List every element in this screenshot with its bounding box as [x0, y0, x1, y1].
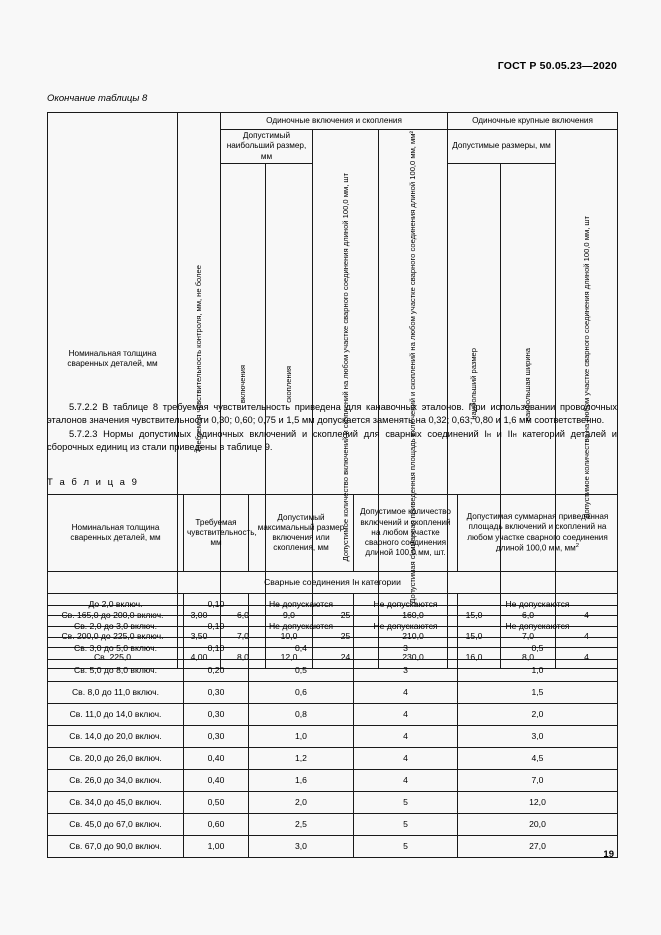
vertical-text-wrap [558, 216, 615, 519]
table8-caption: Окончание таблицы 8 [47, 93, 148, 104]
cell-count: 5 [354, 792, 458, 814]
table9-section-title: Сварные соединения Iн категории [48, 572, 618, 594]
cell-count: 25 [313, 626, 379, 647]
cell-count: 3 [354, 638, 458, 660]
cell-sensitivity: 0,40 [184, 748, 249, 770]
table-row [48, 836, 618, 858]
cell-count: 4 [354, 704, 458, 726]
cell-max-size: 0,5 [249, 660, 354, 682]
table8-head-sensitivity-text: Требуемая чувствительность контроля, мм, не более [194, 264, 204, 453]
cell-thickness: Св. 34,0 до 45,0 включ. [48, 792, 184, 814]
table-row [48, 616, 618, 638]
cell-sensitivity: 0,20 [184, 660, 249, 682]
paragraph-5-7-2-2: 5.7.2.2 В таблице 8 требуемая чувствительность приведена для канавочных эталонов. При использовании проволочных эталонов значения чувствительности 0,30; 0,60; 0,75 и 1,5 мм допускается заменять на 0,32; 0,63; 0,80 и 1,6 мм соответственно. [47, 402, 617, 426]
cell-thickness: Св. 200,0 до 225,0 включ. [48, 626, 178, 647]
table9-head-thickness: Номинальная толщина сваренных деталей, мм [48, 495, 184, 572]
category-subscript-1: н [486, 430, 491, 439]
cell-sensitivity: 0,50 [184, 792, 249, 814]
table8-sub-largest-width-text: наибольшая ширина [523, 347, 533, 421]
cell-clusters: 12,0 [266, 647, 313, 668]
table-row [48, 770, 618, 792]
cell-large-size: 16,0 [448, 647, 501, 668]
cell-area: 3,0 [458, 726, 618, 748]
table8-head-thickness: Номинальная толщина сваренных деталей, мм [48, 113, 178, 606]
cell-max-size: 3,0 [249, 836, 354, 858]
cell-inclusions: 8,0 [221, 647, 266, 668]
cell-large-width: 8,0 [501, 647, 556, 668]
cell-large-size: 15,0 [448, 626, 501, 647]
paragraph-part-b: и II [490, 429, 513, 439]
cell-max-size: 1,0 [249, 726, 354, 748]
cell-sensitivity: 3,50 [178, 626, 221, 647]
table-row [48, 682, 618, 704]
table8-head-count-text: Допустимое количество включений и скоплений на любом участке сварного соединения длиной 100,0 мм, шт [340, 173, 350, 562]
table9-caption: Т а б л и ц а 9 [47, 477, 139, 488]
cell-clusters: 10,0 [266, 626, 313, 647]
cell-sensitivity: 0,10 [184, 638, 249, 660]
page-number: 19 [603, 849, 614, 860]
cell-clusters: 9,0 [266, 605, 313, 626]
table9-head-maxsize: Допустимый максимальный размер включения или скопления, мм [249, 495, 354, 572]
cell-area: 27,0 [458, 836, 618, 858]
cell-area: 4,5 [458, 748, 618, 770]
cell-thickness: Св. 11,0 до 14,0 включ. [48, 704, 184, 726]
table-row [48, 814, 618, 836]
table-9 [47, 494, 618, 858]
cell-sensitivity: 0,30 [184, 704, 249, 726]
cell-max-size: 0,6 [249, 682, 354, 704]
table8-sub-maxsize: Допустимый наибольший размер, мм [221, 130, 313, 164]
cell-sensitivity: 0,30 [184, 682, 249, 704]
cell-large-count: 4 [556, 647, 618, 668]
cell-sensitivity: 0,60 [184, 814, 249, 836]
table9-section-row [48, 572, 618, 594]
cell-area: 210,0 [379, 626, 448, 647]
cell-sensitivity: 1,00 [184, 836, 249, 858]
cell-max-size: 0,4 [249, 638, 354, 660]
table8-header-row-1 [48, 113, 618, 130]
paragraph-part-a: 5.7.2.3 Нормы допустимых одиночных включений и скоплений для сварных соединений I [69, 429, 487, 439]
cell-count: 4 [354, 726, 458, 748]
cell-count: 5 [354, 836, 458, 858]
table8-sub-clusters-text: скопления [284, 365, 294, 403]
cell-large-count: 4 [556, 626, 618, 647]
square-superscript: 2 [575, 542, 580, 549]
table8-head-large-count-text: Допустимое количество на любом участке сварного соединения длиной 100,0 мм, шт [581, 216, 591, 519]
cell-area: 20,0 [458, 814, 618, 836]
cell-thickness: До 2,0 включ. [48, 594, 184, 616]
table9-head-count: Допустимое количество включений и скоплений на любом участке сварного соединения длиной 100,0 мм, шт. [354, 495, 458, 572]
cell-area: 7,0 [458, 770, 618, 792]
cell-thickness: Св. 45,0 до 67,0 включ. [48, 814, 184, 836]
cell-thickness: Св. 14,0 до 20,0 включ. [48, 726, 184, 748]
cell-area: 1,5 [458, 682, 618, 704]
cell-area: Не допускаются [458, 616, 618, 638]
cell-large-count: 4 [556, 605, 618, 626]
cell-max-size: 1,2 [249, 748, 354, 770]
cell-sensitivity: 3,00 [178, 605, 221, 626]
cell-area: 2,0 [458, 704, 618, 726]
table9-header-row [48, 495, 618, 572]
table-row [48, 660, 618, 682]
table8-group-single: Одиночные включения и скопления [221, 113, 448, 130]
cell-count: Не допускаются [354, 616, 458, 638]
cell-large-size: 15,0 [448, 605, 501, 626]
vertical-text-wrap [268, 366, 310, 403]
cell-max-size: Не допускаются [249, 594, 354, 616]
cell-count: 24 [313, 647, 379, 668]
cell-count: 25 [313, 605, 379, 626]
cell-sensitivity: 0,10 [184, 616, 249, 638]
cell-area: Не допускаются [458, 594, 618, 616]
cell-count: 3 [354, 660, 458, 682]
cell-large-width: 6,0 [501, 605, 556, 626]
table9-head-area-text: Допустимая суммарная приведенная площадь включений и скоплений на любом участке сварного соединения длиной 100,0 мм, мм [466, 512, 609, 553]
category-subscript-2: н [512, 430, 517, 439]
table8-group-large: Одиночные крупные включения [448, 113, 618, 130]
cell-count: 4 [354, 682, 458, 704]
cell-max-size: 0,8 [249, 704, 354, 726]
cell-thickness: Св. 3,0 до 5,0 включ. [48, 638, 184, 660]
table9-head-sensitivity: Требуемая чувствительность, мм [184, 495, 249, 572]
table8-sub-inclusions-text: включения [238, 365, 248, 404]
cell-inclusions: 6,0 [221, 605, 266, 626]
cell-max-size: 1,6 [249, 770, 354, 792]
cell-thickness: Св. 165,0 до 200,0 включ. [48, 605, 178, 626]
cell-thickness: Св. 8,0 до 11,0 включ. [48, 682, 184, 704]
table8-sub-largest-size-text: наибольший размер [469, 348, 479, 421]
cell-count: 4 [354, 748, 458, 770]
table-row [48, 726, 618, 748]
table-row [48, 638, 618, 660]
cell-thickness: Св. 20,0 до 26,0 включ. [48, 748, 184, 770]
table8-sub-allowed-sizes: Допустимые размеры, мм [448, 130, 556, 164]
cell-inclusions: 7,0 [221, 626, 266, 647]
cell-thickness: Св. 2,0 до 3,0 включ. [48, 616, 184, 638]
cell-large-width: 7,0 [501, 626, 556, 647]
cell-sensitivity: 0,10 [184, 594, 249, 616]
cell-thickness: Св. 67,0 до 90,0 включ. [48, 836, 184, 858]
cell-sensitivity: 0,40 [184, 770, 249, 792]
cell-area: 160,0 [379, 605, 448, 626]
paragraph-part-c: категорий деталей и сборочных единиц из стали приведены в таблице 9. [47, 429, 617, 453]
table8-head-area-text: Допустимая суммарная приведенная площадь включений и скоплений на любом участке сварного соединения длиной 100,0 мм, мм² [408, 131, 418, 604]
cell-thickness: Св. 5,0 до 8,0 включ. [48, 660, 184, 682]
cell-thickness: Св. 26,0 до 34,0 включ. [48, 770, 184, 792]
standard-header: ГОСТ Р 50.05.23—2020 [497, 60, 617, 72]
cell-area: 12,0 [458, 792, 618, 814]
cell-max-size: Не допускаются [249, 616, 354, 638]
table-row [48, 748, 618, 770]
cell-area: 0,5 [458, 638, 618, 660]
cell-max-size: 2,0 [249, 792, 354, 814]
paragraph-5-7-2-3 [47, 428, 617, 454]
table-row [48, 594, 618, 616]
table-row [48, 792, 618, 814]
table9-head-area [458, 495, 618, 572]
table-row [48, 704, 618, 726]
cell-sensitivity: 4,00 [178, 647, 221, 668]
cell-count: Не допускаются [354, 594, 458, 616]
cell-area: 1,0 [458, 660, 618, 682]
cell-count: 5 [354, 814, 458, 836]
cell-area: 230,0 [379, 647, 448, 668]
cell-thickness: Св. 225,0 [48, 647, 178, 668]
cell-max-size: 2,5 [249, 814, 354, 836]
cell-count: 4 [354, 770, 458, 792]
cell-sensitivity: 0,30 [184, 726, 249, 748]
